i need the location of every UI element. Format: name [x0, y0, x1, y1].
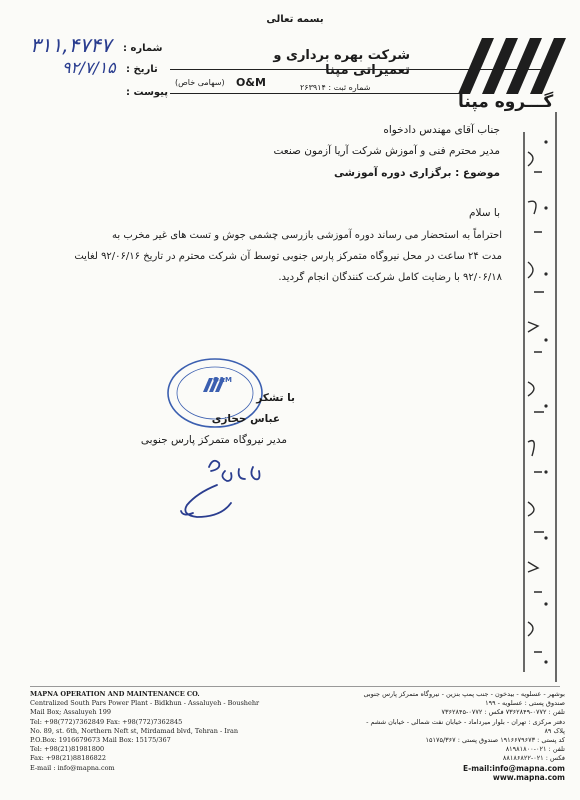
- footer-en-line: Tel: +98(772)7362849 Fax: +98(772)7362845: [30, 717, 183, 726]
- date-label: تاریخ :: [126, 64, 158, 75]
- closing: با تشکر: [256, 392, 295, 404]
- handwritten-signature: [165, 455, 280, 525]
- footer-en-line: Centralized South Pars Power Plant - Bidkhun - Assaluyeh - Boushehr: [30, 699, 260, 708]
- signer-title: مدیر نیروگاه متمرکز پارس جنوبی: [140, 434, 287, 446]
- signer-name: عباس حجازی: [211, 413, 280, 425]
- footer-en-line: Mail Box; Assaluyeh 199: [30, 708, 112, 717]
- paragraph-line: ۹۲/۰۶/۱۸ با رضایت کامل شرکت کنندگان انجام گردید.: [278, 272, 502, 283]
- company-name: شرکت بهره برداری و تعمیراتی مپنا: [273, 48, 410, 78]
- footer-en-line: No. 89, st. 6th, Northern Neft st, Mirdamad blvd, Tehran - Iran: [30, 726, 239, 735]
- header-rule-bottom: [170, 93, 460, 94]
- number-label: شماره :: [123, 43, 163, 54]
- recipient: جناب آقای مهندس دادخواه: [383, 124, 500, 136]
- mapna-logo: [458, 38, 568, 94]
- paragraph-line: احتراماً به استحضار می رساند دوره آموزشی بازرسی چشمی جوش و تست های غیر مخرب به: [112, 230, 502, 241]
- footer-english: [30, 690, 260, 773]
- paragraph-line: مدت ۲۴ ساعت در محل نیروگاه متمرکز پارس جنوبی توسط آن شرکت محترم در تاریخ ۹۲/۰۶/۱۶ لغایت: [74, 251, 502, 262]
- footer-fa-line: تلفن : ۰۲۱-۸۱۹۸۱۸۰۰: [505, 745, 565, 754]
- stamp-text: O&M: [213, 376, 233, 384]
- handwritten-date: ۹۲/۷/۱۵: [62, 58, 116, 77]
- footer-website: www.mapna.com: [492, 772, 565, 782]
- attachment-label: پیوست :: [126, 87, 169, 98]
- bismillah: بسمه تعالی: [266, 14, 324, 25]
- footer-fa-line: کد پستی : ۱۹۱۶۶۷۹۶۷۳ صندوق پستی : ۱۵۱۷۵/۳۶۷: [425, 736, 565, 745]
- footer-en-line: P.O.Box: 1916679673 Mail Box: 15175/367: [30, 736, 171, 745]
- footer-persian: [360, 690, 565, 782]
- recipient-title: مدیر محترم فنی و آموزش شرکت آریا آزمون صنعت: [273, 145, 500, 157]
- footer-rule: [30, 686, 560, 687]
- footer-en-line: E-mail : info@mapna.com: [30, 763, 115, 772]
- footer-email: E-mail:info@mapna.com: [463, 763, 565, 773]
- footer-en-line: MAPNA OPERATION AND MAINTENANCE CO.: [30, 690, 200, 698]
- footer-fa-line: فکس : ۰۲۱-۸۸۱۸۶۸۲۲: [502, 754, 565, 763]
- group-name: گـــروه مپنا: [458, 92, 554, 112]
- registration-number: شماره ثبت : ۲۶۳۹۱۴: [300, 83, 371, 92]
- footer-fa-line: صندوق پستی : عسلویه - ۱۹۹: [485, 699, 565, 708]
- company-type: (سهامی خاص): [175, 78, 225, 87]
- om-label: O&M: [236, 76, 266, 89]
- footer-en-line: Fax: +98(21)88186822: [30, 754, 107, 763]
- footer-fa-line: تلفن : ۰۷۷۲-۷۳۶۲۸۴۹ فکس : ۰۷۷۲-۷۳۶۲۸۴۵: [441, 708, 565, 717]
- greeting: با سلام: [468, 207, 500, 219]
- letter-paragraph: [46, 225, 502, 288]
- handwritten-number: ۳۱۱,۴۷۴۷: [30, 33, 112, 57]
- decorative-border: [512, 112, 564, 682]
- footer-en-line: Tel: +98(21)81981800: [30, 745, 105, 754]
- footer-fa-line: بوشهر - عسلویه - بیدخون - جنب پمپ بنزین - نیروگاه متمرکز پارس جنوبی: [363, 690, 565, 698]
- footer-fa-line: دفتر مرکزی : تهران - بلوار میرداماد - خیابان نفت شمالی - خیابان ششم - پلاک ۸۹: [366, 717, 565, 735]
- subject-line: موضوع : برگزاری دوره آموزشی: [333, 167, 500, 179]
